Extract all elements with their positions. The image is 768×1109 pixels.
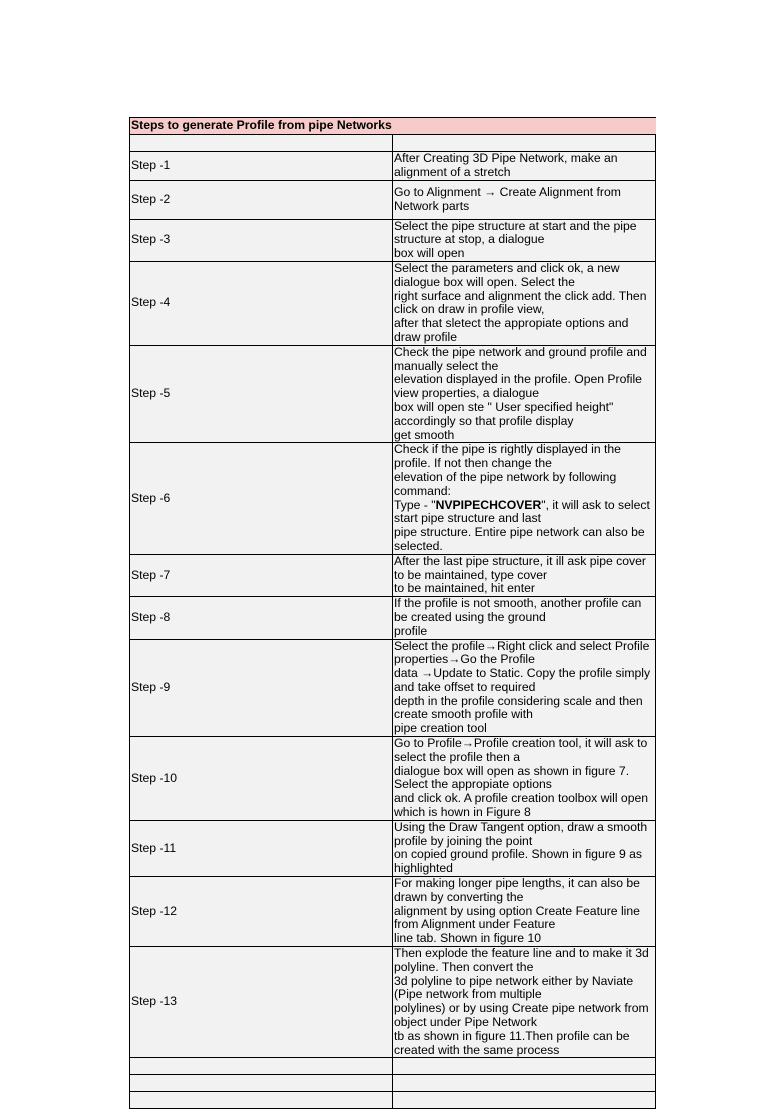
step-description[interactable]: Then explode the feature line and to make it 3d polyline. Then convert the 3d polyline to pipe network either by Naviate (Pipe network from multiple polylines) or by using Create pipe network from object under Pipe Network tb as shown in figure 11.Then profile can be created with the same process [393, 947, 656, 1058]
step-text-before: Check if the pipe is rightly displayed in the profile. If not then change the elevation of the pipe network by following command: Type - " [394, 442, 621, 512]
step-description[interactable]: For making longer pipe lengths, it can also be drawn by converting the alignment by using option Create Feature line from Alignment under Feature line tab. Shown in figure 10 [393, 877, 656, 947]
step-description[interactable]: If the profile is not smooth, another profile can be created using the ground profile [393, 597, 656, 639]
step-row [130, 877, 656, 947]
step-row [130, 345, 656, 443]
blank-cell[interactable] [393, 135, 656, 152]
blank-row [130, 1075, 656, 1092]
step-row [130, 261, 656, 345]
step-label[interactable]: Step -10 [130, 737, 393, 821]
steps-table [129, 117, 656, 1109]
step-row [130, 443, 656, 554]
command-name: NVPIPECHCOVER [435, 497, 542, 512]
step-label[interactable]: Step -13 [130, 947, 393, 1058]
blank-cell[interactable] [393, 1058, 656, 1075]
step-row [130, 152, 656, 181]
step-row [130, 820, 656, 876]
step-row [130, 554, 656, 596]
step-description[interactable]: Select the profile→Right click and select Profile properties→Go the Profile data →Update to Static. Copy the profile simply and take offset to required depth in the profile considering scale and then create smooth profile with pipe creation tool [393, 639, 656, 737]
step-text-after: ", it will ask to select start pipe structure and last pipe structure. Entire pipe network can also be selected. [394, 497, 650, 553]
blank-cell[interactable] [130, 135, 393, 152]
step-description[interactable]: Select the pipe structure at start and the pipe structure at stop, a dialogue box will open [393, 219, 656, 261]
step-label[interactable]: Step -1 [130, 152, 393, 181]
blank-row [130, 1058, 656, 1075]
step-row [130, 180, 656, 219]
step-label[interactable]: Step -8 [130, 597, 393, 639]
step-description[interactable]: Go to Profile→Profile creation tool, it will ask to select the profile then a dialogue box will open as shown in figure 7. Select the appropiate options and click ok. A profile creation toolbox will open which is hown in Figure 8 [393, 737, 656, 821]
blank-cell[interactable] [130, 1075, 393, 1092]
step-description[interactable]: After Creating 3D Pipe Network, make an alignment of a stretch [393, 152, 656, 181]
step-label[interactable]: Step -9 [130, 639, 393, 737]
sheet-title[interactable]: Steps to generate Profile from pipe Networks [130, 118, 656, 135]
step-description[interactable]: After the last pipe structure, it ill ask pipe cover to be maintained, type cover to be maintained, hit enter [393, 554, 656, 596]
step-row [130, 639, 656, 737]
step-description[interactable]: Select the parameters and click ok, a new dialogue box will open. Select the right surface and alignment the click add. Then click on draw in profile view, after that sletect the appropiate options and draw profile [393, 261, 656, 345]
blank-cell[interactable] [130, 1058, 393, 1075]
step-row [130, 597, 656, 639]
blank-cell[interactable] [393, 1092, 656, 1109]
step-label[interactable]: Step -7 [130, 554, 393, 596]
step-description[interactable]: Go to Alignment → Create Alignment from Network parts [393, 180, 656, 219]
blank-cell[interactable] [130, 1092, 393, 1109]
step-row [130, 947, 656, 1058]
step-description[interactable] [393, 443, 656, 554]
step-label[interactable]: Step -2 [130, 180, 393, 219]
step-description[interactable]: Using the Draw Tangent option, draw a smooth profile by joining the point on copied ground profile. Shown in figure 9 as highlighted [393, 820, 656, 876]
step-label[interactable]: Step -3 [130, 219, 393, 261]
blank-row [130, 1092, 656, 1109]
title-row [130, 118, 656, 135]
blank-row [130, 135, 656, 152]
step-label[interactable]: Step -6 [130, 443, 393, 554]
step-label[interactable]: Step -4 [130, 261, 393, 345]
blank-cell[interactable] [393, 1075, 656, 1092]
step-label[interactable]: Step -11 [130, 820, 393, 876]
step-row [130, 219, 656, 261]
step-label[interactable]: Step -5 [130, 345, 393, 443]
step-label[interactable]: Step -12 [130, 877, 393, 947]
step-row [130, 737, 656, 821]
step-description[interactable]: Check the pipe network and ground profile and manually select the elevation displayed in the profile. Open Profile view properties, a dialogue box will open ste " User specified height" accordingly so that profile display get smooth [393, 345, 656, 443]
